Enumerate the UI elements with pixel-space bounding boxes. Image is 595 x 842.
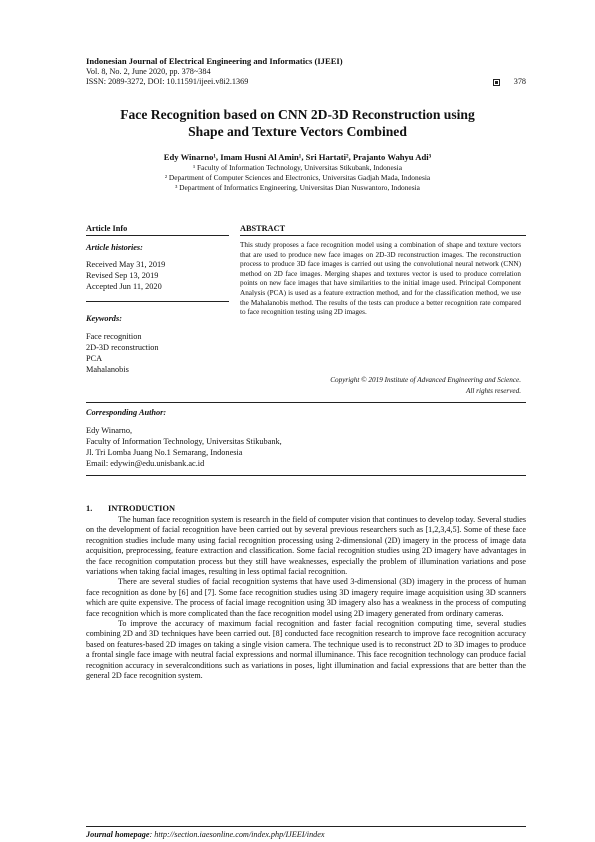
section-number: 1. — [86, 504, 93, 513]
keyword: 2D-3D reconstruction — [86, 343, 159, 352]
journal-header — [86, 56, 526, 88]
history-item: Revised Sep 13, 2019 — [86, 271, 159, 280]
divider — [240, 235, 526, 236]
square-bullet-icon — [493, 79, 500, 86]
paper-title — [60, 106, 535, 140]
homepage-link[interactable]: : http://section.iaesonline.com/index.php/IJEEI/index — [149, 830, 325, 839]
history-heading: Article histories: — [86, 243, 143, 252]
paragraph: The human face recognition system is research in the field of computer vision that continues to develop today. Several studies on the development of facial recognition have been carried out by several previous researchers such as [1,2,3,4,5]. Some of these face recognition studies include many using facial recognition processing using 2-dimensional (2D) imagery in the process of image data acquisition, preprocessing, feature extraction and classification. Some facial recognition studies using 2D imagery have advantages in the face recognition computation process but they still have weaknesses, especially the problem of illumination variations and pose variations when taking facial images, resulting in less optimal facial recognition. — [86, 515, 526, 577]
keyword: Mahalanobis — [86, 365, 129, 374]
journal-issn: ISSN: 2089-3272, DOI: 10.11591/ijeei.v8i2.1369 — [86, 77, 249, 86]
keywords-heading: Keywords: — [86, 314, 122, 323]
affiliation: ³ Department of Informatics Engineering, Universitas Dian Nuswantoro, Indonesia — [175, 183, 420, 192]
corresponding-author — [86, 425, 282, 469]
article-info-heading: Article Info — [86, 224, 128, 233]
abstract-heading: ABSTRACT — [240, 224, 286, 233]
paragraph: There are several studies of facial recognition systems that have used 3-dimensional (3D) imagery in the process of human face recognition as done by [6] and [7]. Some face recognition studies using 3D imagery require image acquisition using 3D scanners which are quite expensive. The process of facial image recognition using 3D imagery also has a weakness in the process of computing face recognition which is more complicated than the face recognition model using 2D imagery generated from ordinary cameras. — [86, 577, 526, 618]
affiliation: ² Department of Computer Sciences and Electronics, Universitas Gadjah Mada, Indonesia — [164, 173, 431, 182]
corresponding-line: Faculty of Information Technology, Universitas Stikubank, — [86, 437, 282, 446]
footer-divider — [86, 826, 526, 827]
corresponding-line: Email: edywin@edu.unisbank.ac.id — [86, 459, 205, 468]
divider — [86, 475, 526, 476]
journal-volume: Vol. 8, No. 2, June 2020, pp. 378~384 — [86, 66, 211, 76]
homepage-label: Journal homepage — [86, 830, 150, 839]
keyword: Face recognition — [86, 332, 142, 341]
corresponding-heading: Corresponding Author: — [86, 408, 167, 417]
title-line: Shape and Texture Vectors Combined — [188, 124, 407, 139]
title-line: Face Recognition based on CNN 2D-3D Reconstruction using — [120, 107, 475, 122]
paragraph: To improve the accuracy of maximum facial recognition and faster facial recognition computing time, several studies combining 2D and 3D techniques have been carried out. [8] conducted face recognition research to improve face recognition accuracy based on features-based 2D images on taking a single vision camera. The technique used is to reconstruct 2D to 3D images to produce a frontal single face image with neutral facial expressions and normal illuminance. This face recognition technology can produce facial recognition accuracy in severalconditions such as variations in poses, light illumination and facial expressions that are better than the general 2D face recognition system. — [86, 619, 526, 681]
section-heading — [86, 504, 175, 513]
body-text — [86, 515, 526, 682]
journal-homepage — [86, 830, 325, 839]
divider — [86, 402, 526, 403]
history-item: Accepted Jun 11, 2020 — [86, 282, 162, 291]
abstract-text: This study proposes a face recognition model using a combination of shape and texture vectors that are used to produce new face images on 2D-3D reconstruction images. The reconstruction process to produce 3D face images is carried out using the convolutional neural network (CNN) method on 2D face images. Merging shapes and textures vector is used to produce correlation points on new face images that have similarities to the initial image used. Principal Component Analysis (PCA) is used as a feature extraction method, and for the classification method, we use the Mahalanobis method. The results of the tests can produce a better recognition rate compared to face recognition testing using 2D images. — [240, 241, 521, 317]
divider — [86, 301, 229, 302]
affiliation: ¹ Faculty of Information Technology, Universitas Stikubank, Indonesia — [192, 163, 402, 172]
copyright-line: All rights reserved. — [465, 386, 521, 395]
copyright-notice — [240, 375, 521, 396]
author-list: Edy Winarno¹, Imam Husni Al Amin¹, Sri Hartati², Prajanto Wahyu Adi³ — [163, 152, 432, 162]
keyword-list — [86, 331, 159, 375]
section-title: INTRODUCTION — [108, 504, 176, 513]
corresponding-line: Jl. Tri Lomba Juang No.1 Semarang, Indonesia — [86, 448, 243, 457]
keyword: PCA — [86, 354, 103, 363]
page-number: 378 — [513, 77, 526, 86]
article-history — [86, 259, 165, 292]
history-item: Received May 31, 2019 — [86, 260, 166, 269]
copyright-line: Copyright © 2019 Institute of Advanced Engineering and Science. — [330, 376, 521, 384]
corresponding-line: Edy Winarno, — [86, 426, 133, 435]
divider — [86, 235, 229, 236]
journal-name: Indonesian Journal of Electrical Engineering and Informatics (IJEEI) — [86, 56, 343, 66]
